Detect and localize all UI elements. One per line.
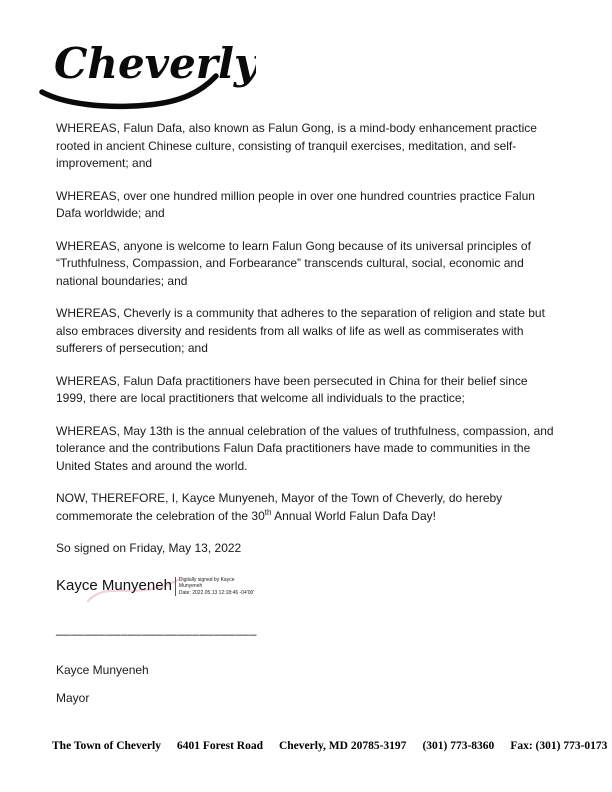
logo-text: Cheverly bbox=[54, 39, 256, 88]
signed-date-line: So signed on Friday, May 13, 2022 bbox=[56, 541, 242, 555]
digital-signature-name: Kayce Munyeneh bbox=[56, 576, 172, 594]
whereas-paragraph-6: WHEREAS, May 13th is the annual celebration of the values of truthfulness, compassion, and tolerance and the contributions Falun Dafa practitioners have made to communities in the United States and around the world. bbox=[56, 423, 554, 473]
whereas-paragraph-3: WHEREAS, anyone is welcome to learn Falun Gong because of its universal principles of “Truthfulness, Compassion, and Forbearance” transcends cultural, social, economic and national boundaries; and bbox=[56, 238, 531, 288]
digital-signature-details-line1: Digitally signed by Kayce bbox=[178, 576, 235, 583]
footer-fax: Fax: (301) 773-0173 bbox=[510, 740, 608, 752]
footer-phone: (301) 773-8360 bbox=[422, 740, 495, 752]
proclamation-text-prefix: NOW, THEREFORE, I, Kayce Munyeneh, Mayor of the Town of Cheverly, do hereby commemorate the celebration of the 30 bbox=[56, 491, 503, 523]
cheverly-logo bbox=[36, 24, 256, 110]
cheverly-logo-graphic bbox=[36, 24, 256, 110]
digital-signature-details-line2: Munyeneh bbox=[178, 583, 203, 589]
whereas-paragraph-5: WHEREAS, Falun Dafa practitioners have been persecuted in China for their belief since 1999, there are local practitioners that welcome all individuals to the practice; bbox=[56, 373, 528, 405]
whereas-paragraph-4: WHEREAS, Cheverly is a community that adheres to the separation of religion and state but also embraces diversity and residents from all walks of life as well as commiserates with sufferers of persecution; and bbox=[56, 306, 545, 355]
footer-city-state-zip: Cheverly, MD 20785-3197 bbox=[278, 740, 407, 752]
proclamation-text-suffix: Annual World Falun Dafa Day! bbox=[271, 508, 436, 523]
signer-name: Kayce Munyeneh bbox=[56, 663, 149, 677]
footer bbox=[52, 740, 608, 752]
proclamation-paragraph bbox=[56, 490, 559, 525]
whereas-paragraph-2: WHEREAS, over one hundred million people in over one hundred countries practice Falun Dafa worldwide; and bbox=[56, 188, 535, 220]
ordinal-superscript: th bbox=[264, 507, 272, 517]
footer-street-address: 6401 Forest Road bbox=[176, 740, 263, 752]
signature-line: ____________________________ bbox=[56, 621, 257, 636]
footer-town-name: The Town of Cheverly bbox=[52, 740, 161, 752]
digital-signature-block bbox=[56, 573, 559, 607]
proclamation-body bbox=[56, 120, 559, 707]
signer-title: Mayor bbox=[56, 690, 90, 705]
digital-signature-details-line3: Date: 2022.05.13 12:18:46 -04'00' bbox=[178, 589, 255, 596]
digital-signature-details bbox=[175, 577, 254, 597]
whereas-paragraph-1: WHEREAS, Falun Dafa, also known as Falun Gong, is a mind-body enhancement practice rooted in ancient Chinese culture, consisting of tranquil exercises, meditation, and self-improvement; and bbox=[56, 121, 537, 170]
